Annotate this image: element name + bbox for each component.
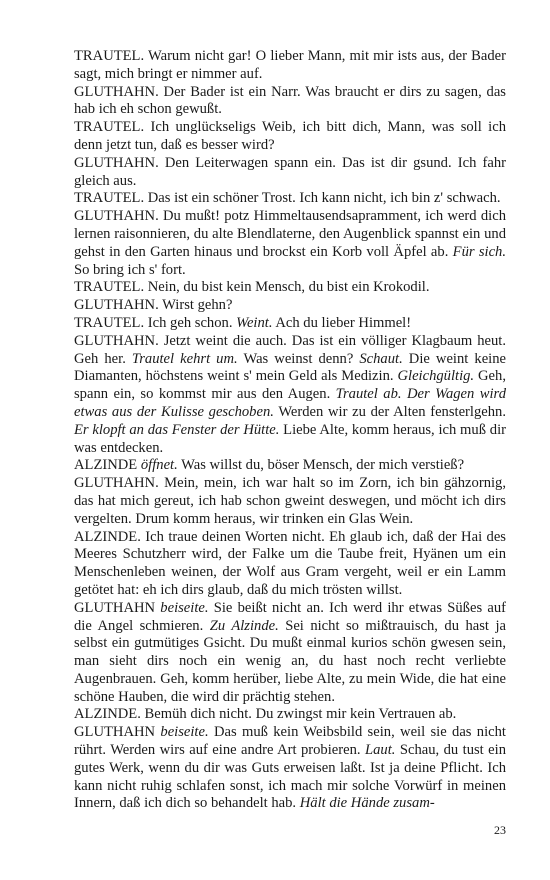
stage-direction: beiseite. bbox=[160, 724, 209, 741]
dialogue-text: ALZINDE bbox=[74, 457, 141, 474]
dialogue-paragraph bbox=[74, 457, 506, 475]
dialogue-paragraph bbox=[74, 84, 506, 120]
dialogue-text: Die weint keine Diamanten, höchstens weint s' mein Geld als Medizin. bbox=[74, 350, 507, 385]
stage-direction: Er klopft an das Fenster der Hütte. bbox=[74, 421, 280, 438]
stage-direction: Laut. bbox=[364, 742, 396, 759]
dialogue-text: TRAUTEL. Nein, du bist kein Mensch, du bist ein Krokodil. bbox=[74, 279, 430, 296]
dialogue-paragraph bbox=[74, 333, 506, 458]
dialogue-paragraph bbox=[74, 475, 506, 528]
dialogue-text: TRAUTEL. Warum nicht gar! O lieber Mann, mit mir ists aus, der Bader sagt, mich bringt er nimmer auf. bbox=[74, 48, 506, 82]
stage-direction: Zu Alzinde. bbox=[209, 617, 279, 634]
dialogue-text: TRAUTEL. Das ist ein schöner Trost. Ich kann nicht, ich bin z' schwach. bbox=[74, 190, 501, 207]
play-text bbox=[74, 48, 506, 813]
dialogue-paragraph bbox=[74, 190, 506, 208]
stage-direction: beiseite. bbox=[160, 599, 209, 616]
dialogue-text: GLUTHAHN bbox=[74, 599, 161, 616]
dialogue-text: ALZINDE. Ich traue deinen Worten nicht. Eh glaub ich, daß der Hai des Meeres Schutzherr wird, der Falke um die Taube freit, Hyänen um ein Menschenleben weinen, der Wolf aus Gram vergeht, weil er ein Lamm getötet hat: eh ich dirs glaub, daß du mich trösten willst. bbox=[74, 528, 506, 598]
stage-direction: Trautel ab. Der Wagen wird etwas aus der Kulisse geschoben. bbox=[74, 386, 506, 420]
dialogue-paragraph bbox=[74, 119, 506, 155]
dialogue-text: Das muß kein Weibsbild sein, weil sie das nicht rührt. Werden wirs auf eine andre Art probieren. bbox=[74, 724, 506, 759]
dialogue-text: GLUTHAHN. Wirst gehn? bbox=[74, 297, 233, 314]
dialogue-paragraph bbox=[74, 208, 506, 279]
dialogue-paragraph bbox=[74, 724, 506, 813]
dialogue-text: TRAUTEL. Ich geh schon. bbox=[74, 314, 237, 331]
dialogue-text: GLUTHAHN. Mein, mein, ich war halt so im Zorn, ich bin gähzornig, das hat mich gereut, ich hab schon gweint deswegen, und möcht ich dirs vergelten. Drum komm heraus, wir trinken ein Glas Wein. bbox=[74, 475, 506, 527]
dialogue-text: Sei nicht so mißtrauisch, du hast ja selbst ein gutmütiges Gsicht. Du mußt einmal kurios schön gwesen sein, man sieht dirs noch ein wenig an, du hast noch recht verliebte Augenbrauen. Geh, komm herüber, liebe Alte, zu mein Wide, die hat eine schöne Hauben, die wird dir prächtig stehen. bbox=[74, 617, 506, 705]
dialogue-text: GLUTHAHN. Den Leiterwagen spann ein. Das ist dir gsund. Ich fahr gleich aus. bbox=[74, 154, 506, 189]
dialogue-text: Liebe Alte, komm heraus, ich muß dir was entdecken. bbox=[74, 421, 506, 456]
stage-direction: öffnet. bbox=[140, 457, 178, 474]
dialogue-text: GLUTHAHN bbox=[74, 724, 161, 741]
dialogue-text: GLUTHAHN. Jetzt weint die auch. Das ist ein völliger Klagbaum heut. Geh her. bbox=[74, 332, 506, 367]
dialogue-paragraph bbox=[74, 155, 506, 191]
dialogue-text: So bring ich s' fort. bbox=[74, 261, 186, 278]
stage-direction: Für sich. bbox=[452, 243, 507, 260]
dialogue-paragraph bbox=[74, 48, 506, 84]
page-number: 23 bbox=[494, 823, 506, 837]
dialogue-text: Geh, spann ein, so kommst mir aus den Augen. bbox=[74, 368, 506, 403]
dialogue-text: Schau, du tust ein gutes Werk, wenn du dir was Guts erweisen laßt. Ist ja deine Pflicht. Ich kann nicht ruhig schlafen sonst, ich mach mir solche Vorwürf in meinen Innern, daß ich dich so behandelt hab. bbox=[74, 742, 506, 812]
dialogue-paragraph bbox=[74, 706, 506, 724]
dialogue-paragraph bbox=[74, 315, 506, 333]
stage-direction: Schaut. bbox=[359, 350, 403, 367]
dialogue-text: ALZINDE. Bemüh dich nicht. Du zwingst mir kein Vertrauen ab. bbox=[74, 706, 457, 723]
dialogue-paragraph bbox=[74, 279, 506, 297]
dialogue-paragraph bbox=[74, 529, 506, 600]
dialogue-text: Was weinst denn? bbox=[237, 350, 360, 367]
dialogue-text: Was willst du, böser Mensch, der mich verstieß? bbox=[177, 457, 465, 474]
dialogue-paragraph bbox=[74, 600, 506, 707]
stage-direction: Trautel kehrt um. bbox=[131, 350, 238, 367]
stage-direction: Hält die Hände zusam- bbox=[299, 795, 435, 812]
dialogue-text: Sie beißt nicht an. Ich werd ihr etwas Süßes auf die Angel schmieren. bbox=[74, 599, 506, 634]
dialogue-text: Werden wir zu der Alten fensterlgehn. bbox=[273, 403, 506, 420]
dialogue-text: TRAUTEL. Ich unglückseligs Weib, ich bitt dich, Mann, was soll ich denn jetzt tun, daß es besser wird? bbox=[74, 119, 506, 153]
stage-direction: Gleichgültig. bbox=[397, 368, 475, 385]
dialogue-text: GLUTHAHN. Der Bader ist ein Narr. Was braucht er dirs zu sagen, das hab ich eh schon gewußt. bbox=[74, 83, 506, 118]
stage-direction: Weint. bbox=[236, 314, 273, 331]
dialogue-paragraph bbox=[74, 297, 506, 315]
dialogue-text: Ach du lieber Himmel! bbox=[272, 314, 412, 331]
dialogue-text: GLUTHAHN. Du mußt! potz Himmeltausendsapramment, ich werd dich lernen raisonnieren, du alte Blendlaterne, den Augenblick spannst ein und gehst in den Garten hinaus und brockst ein Korb voll Äpfel ab. bbox=[74, 208, 506, 260]
